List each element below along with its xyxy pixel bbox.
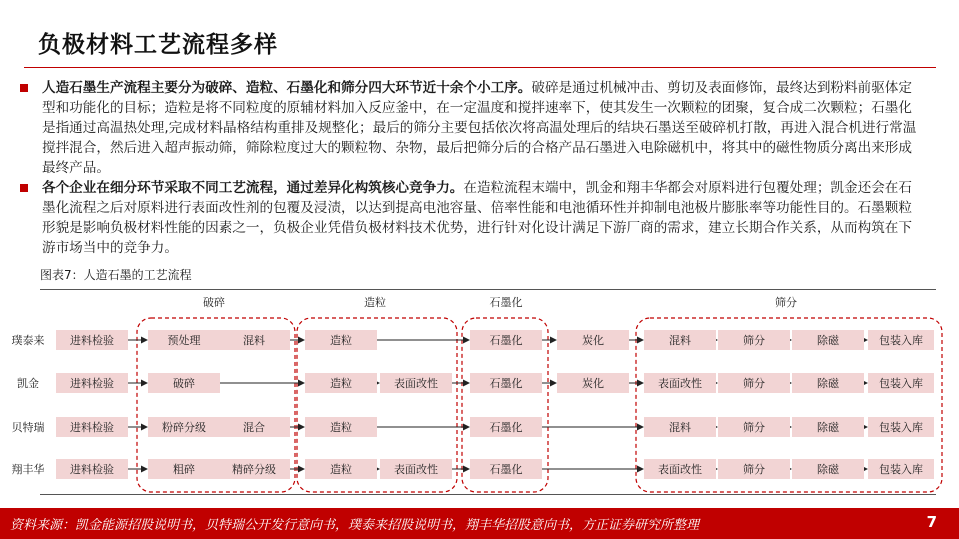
paragraph-2 <box>20 178 920 258</box>
paragraph-1 <box>20 78 920 178</box>
process-step-label: 造粒 <box>330 463 352 476</box>
bullet-square-icon <box>20 84 28 92</box>
process-step-label: 石墨化 <box>489 377 523 390</box>
figure-label: 图表7：人造石墨的工艺流程 <box>40 268 192 282</box>
company-label: 翔丰华 <box>11 463 45 476</box>
company-label: 贝特瑞 <box>11 421 45 434</box>
footer-source: 资料来源：凯金能源招股说明书，贝特瑞公开发行意向书，璞泰来招股说明书，翔丰华招股意向书，方正证券研究所整理 <box>10 518 700 533</box>
stage-label: 破碎 <box>203 296 225 309</box>
process-step-label: 包装入库 <box>879 421 923 434</box>
process-step-label: 混料 <box>669 334 691 347</box>
process-step-label: 破碎 <box>173 377 195 390</box>
process-step-label: 筛分 <box>743 421 765 434</box>
process-step-label: 表面改性 <box>394 463 438 476</box>
process-step-label: 除磁 <box>817 463 839 476</box>
process-step-label: 造粒 <box>330 377 352 390</box>
paragraph-1-body: 破碎是通过机械冲击、剪切及表面修饰，最终达到粉料前驱体定型和功能化的目标；造粒是将不同粒度的原辅材料加入反应釜中，在一定温度和搅拌速率下，使其发生一次颗粒的团聚，复合成二次颗粒；石墨化是指通过高温热处理,完成材料晶格结构重排及规整化；最后的筛分主要包括依次将高温处理后的结块石墨送至破碎机打散，再进入混合机进行常温搅拌混合，然后进入超声振动筛，筛除粒度过大的颗粒物、杂物，最后把筛分后的合格产品石墨进入电除磁机中，将其中的磁性物质分离出来形成最终产品。 <box>42 80 917 176</box>
process-flow-diagram <box>0 290 959 496</box>
process-step-label: 进料检验 <box>70 463 114 476</box>
process-step-label: 炭化 <box>582 377 604 390</box>
paragraph-2-body: 在造粒流程末端中，凯金和翔丰华都会对原料进行包覆处理；凯金还会在石墨化流程之后对原料进行表面改性剂的包覆及浸渍，以达到提高电池容量、倍率性能和电池循环性并抑制电池极片膨胀率等功能性目的。石墨颗粒形貌是影响负极材料性能的因素之一，负极企业凭借负极材料技术优势，进行针对化设计满足下游厂商的需求，建立长期合作关系，从而构筑在下游市场当中的竞争力。 <box>42 180 912 256</box>
stage-label: 筛分 <box>775 296 797 309</box>
process-step-label: 表面改性 <box>394 377 438 390</box>
title-rule <box>24 67 936 68</box>
process-step-label: 筛分 <box>743 377 765 390</box>
process-step-label: 混合 <box>243 421 265 434</box>
process-step-label: 造粒 <box>330 421 352 434</box>
bullet-square-icon <box>20 184 28 192</box>
paragraph-1-lead: 人造石墨生产流程主要分为破碎、造粒、石墨化和筛分四大环节近十余个小工序。 <box>42 80 532 96</box>
process-step-label: 包装入库 <box>879 463 923 476</box>
footer-bar <box>0 508 959 539</box>
company-label: 凯金 <box>17 377 39 390</box>
process-step-label: 包装入库 <box>879 334 923 347</box>
process-step-label: 除磁 <box>817 421 839 434</box>
process-step-label: 石墨化 <box>489 463 523 476</box>
process-step-label: 造粒 <box>330 334 352 347</box>
process-step-label: 石墨化 <box>489 421 523 434</box>
process-step-label: 粗碎 <box>173 463 195 476</box>
process-step-label: 筛分 <box>743 334 765 347</box>
process-step-label: 预处理 <box>167 334 201 347</box>
page-title: 负极材料工艺流程多样 <box>38 32 278 58</box>
paragraph-2-lead: 各个企业在细分环节采取不同工艺流程，通过差异化构筑核心竞争力。 <box>42 180 464 196</box>
process-step-label: 混料 <box>243 334 265 347</box>
process-step-label: 混料 <box>669 421 691 434</box>
process-step-label: 包装入库 <box>879 377 923 390</box>
process-step-label: 炭化 <box>582 334 604 347</box>
stage-label: 造粒 <box>364 296 386 309</box>
figure-bottom-rule <box>40 494 936 495</box>
process-step-label: 进料检验 <box>70 421 114 434</box>
process-step-label: 表面改性 <box>658 463 702 476</box>
stage-label: 石墨化 <box>489 296 523 309</box>
process-step-label: 精碎分级 <box>232 463 276 476</box>
process-step-label: 进料检验 <box>70 377 114 390</box>
process-step-label: 筛分 <box>743 463 765 476</box>
process-step-label: 表面改性 <box>658 377 702 390</box>
process-step-label: 除磁 <box>817 334 839 347</box>
company-label: 璞泰来 <box>11 334 45 347</box>
process-step-label: 除磁 <box>817 377 839 390</box>
page-number: 7 <box>926 513 937 531</box>
process-step-label: 进料检验 <box>70 334 114 347</box>
process-step-label: 石墨化 <box>489 334 523 347</box>
process-step-label: 粉碎分级 <box>162 421 206 434</box>
